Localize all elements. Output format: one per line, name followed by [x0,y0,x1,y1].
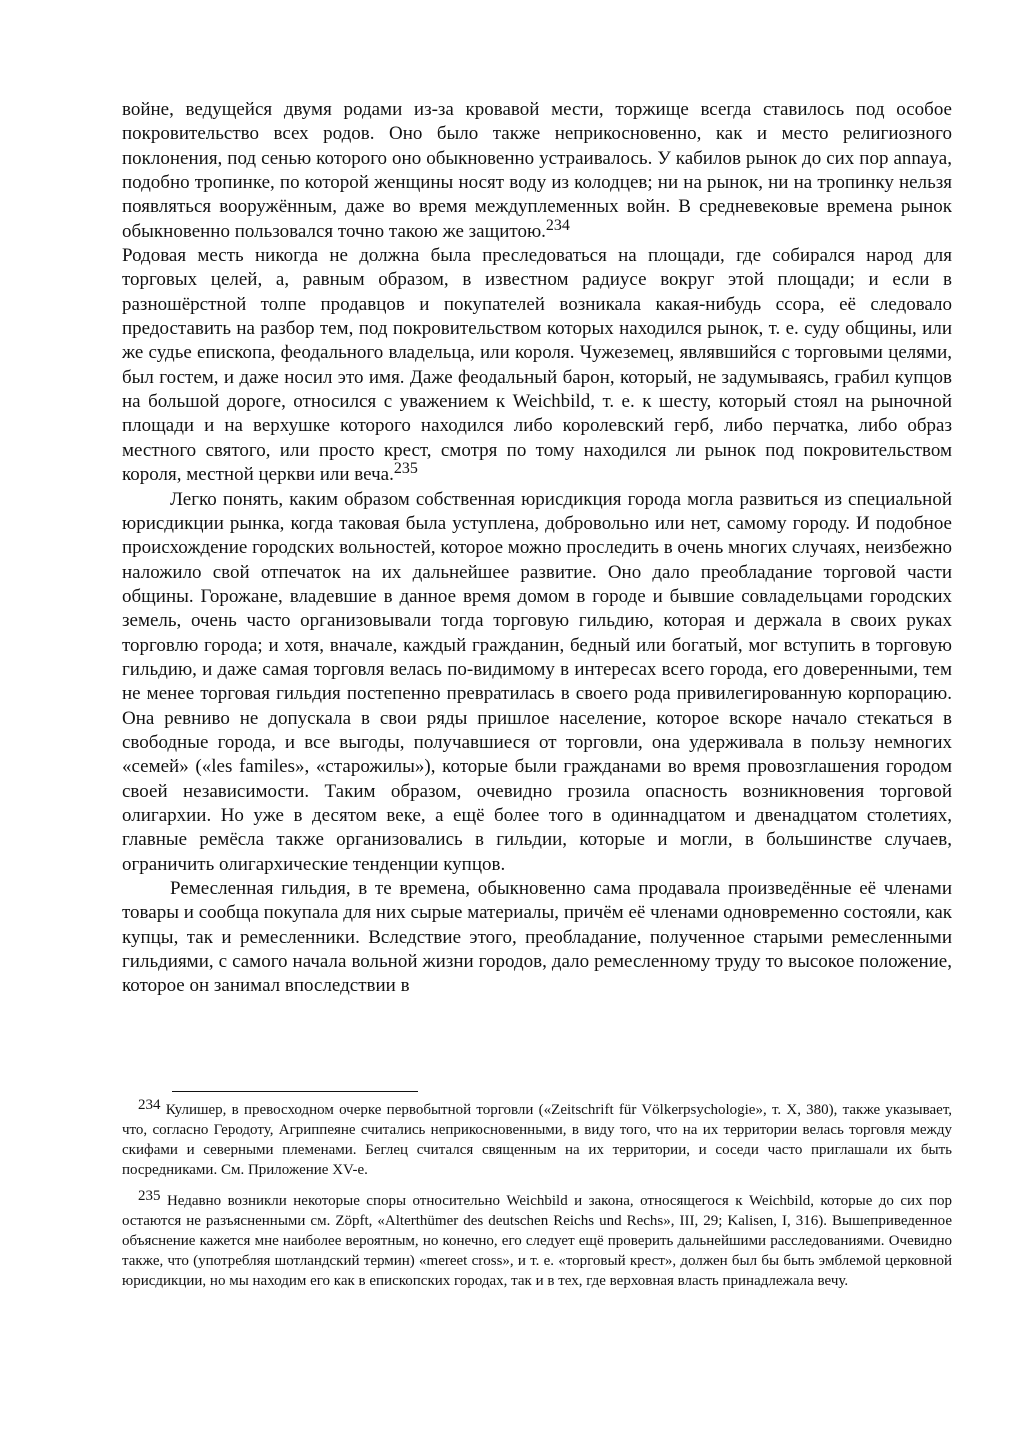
paragraph-text: войне, ведущейся двумя родами из-за кровавой мести, торжище всегда ставилось под особое покровительство всех родов. Оно было также неприкосновенно, как и место религиозного поклонения, под сенью которого оно обыкновенно устраивалось. У кабилов рынок до сих пор annaya, подобно тропинке, по которой женщины носят воду из колодцев; ни на рынок, ни на тропинку нельзя появляться вооружённым, даже во время междуплеменных войн. В средневековые времена рынок обыкновенно пользовался точно такою же защитою. [122,99,952,242]
footnote-text: Кулишер, в превосходном очерке первобытной торговли («Zeitschrift für Völkerpsychologie», т. X, 380), также указывает, что, согласно Геродоту, Агриппеяне считались неприкосновенными, в виду того, что на их территории велась торговля между скифами и северными племенами. Беглец считался священным на их территории, и соседи часто приглашали их быть посредниками. См. Приложение XV-е. [122,1102,952,1178]
footnote-number: 235 [138,1188,161,1204]
footnotes [122,1097,952,1291]
footnote-ref-234[interactable]: 234 [545,216,570,234]
footnote-text: Недавно возникли некоторые споры относительно Weichbild и закона, относящегося к Weichbild, которые до сих пор остаются не разъясненными см. Zöpft, «Alterthümer des deutschen Reichs und Rechs», III, 29; Kalisen, I, 316). Вышеприведенное объяснение кажется мне наиболее вероятным, но конечно, его следует ещё проверить дальнейшими расследованиями. Очевидно также, что (употребляя шотландский термин) «mereet cross», и т. е. «торговый крест», должен был бы быть эмблемой церковной юрисдикции, но мы находим его как в епископских городах, так и в тех, где верховная власть принадлежала вечу. [122,1193,952,1289]
paragraph-craft-guild: Ремесленная гильдия, в те времена, обыкновенно сама продавала произведённые её членами товары и сообща покупала для них сырые материалы, причём её членами одновременно состояли, как купцы, так и ремесленники. Вследствие этого, преобладание, полученное старыми ремесленными гильдиями, с самого начала вольной жизни городов, дало ремесленному труду то высокое положение, которое он занимал впоследствии в [122,878,952,997]
paragraph-continuation [122,98,952,244]
footnote-separator [172,1091,418,1092]
footnote-ref-235[interactable]: 235 [393,460,418,478]
paragraph-text: Родовая месть никогда не должна была преследоваться на площади, где собирался народ для торговых целей, а, равным образом, в известном радиусе вокруг этой площади; и если в разношёрстной толпе продавцов и покупателей возникала какая-нибудь ссора, её следовало предоставить на разбор тем, под покровительством которых находился рынок, т. е. суду общины, или же судье епископа, феодального владельца, или короля. Чужеземец, являвшийся с торговыми целями, был гостем, и даже носил это имя. Даже феодальный барон, который, не задумываясь, грабил купцов на большой дороге, относился с уважением к Weichbild, т. е. к шесту, который стоял на рыночной площади и на верхушке которого находился либо королевский герб, либо перчатка, либо образ местного святого, или просто крест, смотря по тому находился ли рынок под покровительством короля, местной церкви или веча. [122,245,952,486]
footnote-235 [122,1188,952,1291]
document-page [122,98,952,1289]
paragraph-jurisdiction: Легко понять, каким образом собственная юрисдикция города могла развиться из специальной юрисдикции рынка, когда таковая была уступлена, добровольно или нет, самому городу. И подобное происхождение городских вольностей, которое можно проследить в очень многих случаях, неизбежно наложило свой отпечаток на их дальнейшее развитие. Оно дало преобладание торговой части общины. Горожане, владевшие в данное время домом в городе и бывшие совладельцами городских земель, очень часто организовывали тогда торговую гильдию, которая и держала в своих руках торговлю города; и хотя, вначале, каждый гражданин, бедный или богатый, мог вступить в торговую гильдию, и даже самая торговля велась по-видимому в интересах всего города, его доверенными, тем не менее торговая гильдия постепенно превратилась в своего рода привилегированную корпорацию. Она ревниво не допускала в свои ряды пришлое население, которое вскоре начало стекаться в свободные города, и все выгоды, получавшиеся от торговли, она удерживала в пользу немногих «семей» («les familes», «старожилы»), которые были гражданами во время провозглашения городом своей независимости. Таким образом, очевидно грозила опасность возникновения торговой олигархии. Но уже в десятом веке, а ещё более того в одиннадцатом и двенадцатом столетиях, главные ремёсла также организовались в гильдии, которые и могли, в большинстве случаев, ограничить олигархические тенденции купцов. [122,488,952,875]
paragraph-market-protection [122,244,952,487]
main-text [122,98,952,999]
footnote-234 [122,1097,952,1180]
footnote-number: 234 [138,1097,161,1113]
